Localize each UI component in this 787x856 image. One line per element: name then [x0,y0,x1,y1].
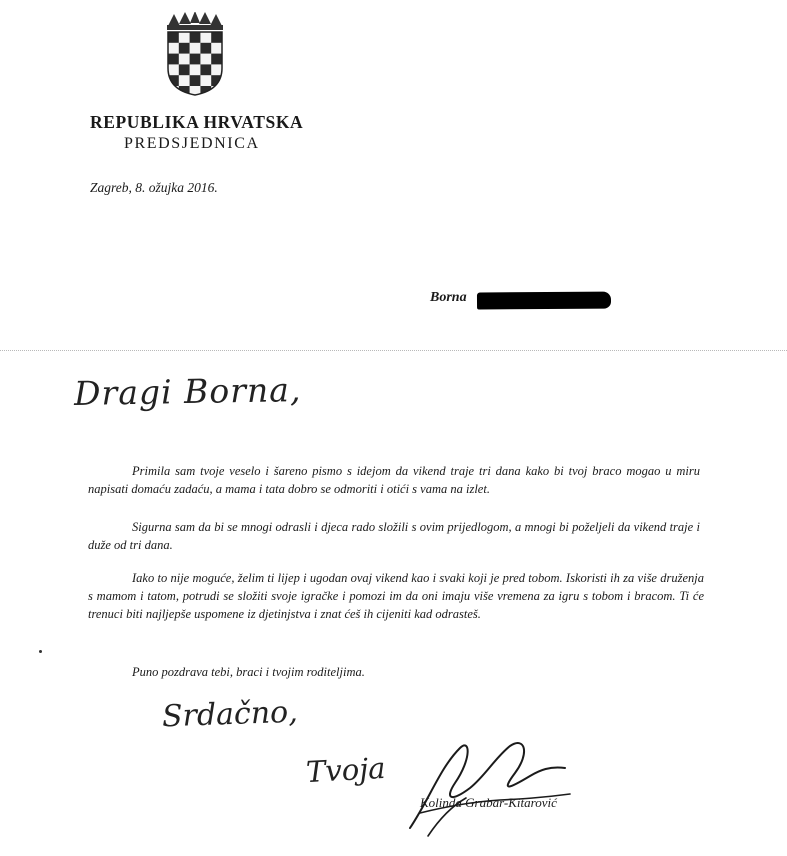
signature-icon [400,728,580,838]
letterhead-title: REPUBLIKA HRVATSKA [90,112,304,132]
paragraph-2-text: Sigurna sam da bi se mnogi odrasli i djeca rado složili s ovim prijedlogom, a mnogi bi poželjeli da vikend traje i duže od tri dana. [88,520,700,552]
letter-date: Zagreb, 8. ožujka 2016. [90,180,218,195]
paragraph-4-text: Puno pozdrava tebi, braci i tvojim roditeljima. [132,665,365,679]
redaction-bar [477,292,611,310]
handwritten-greeting: Dragi Borna, [73,370,302,413]
paragraph-1 [88,462,700,498]
coat-of-arms-icon [164,12,226,96]
recipient-name: Borna [430,290,467,305]
paragraph-1-text: Primila sam tvoje veselo i šareno pismo s idejom da vikend traje tri dana kako bi tvoj braco mogao u miru napisati domaću zadaću, a mama i tata dobro se odmoriti i otići s vama na izlet. [88,464,700,496]
paragraph-2 [88,518,700,554]
ink-speck [39,650,42,653]
fold-line [0,350,787,351]
paragraph-3-text: Iako to nije moguće, želim ti lijep i ugodan ovaj vikend kao i svaki koji je pred tobom. Iskoristi ih za više druženja s mamom i tatom, potrudi se složiti svoje igračke i pomozi im da oni imaju više vremena za igru s tobom i bracom. Ti će trenuci biti najljepše uspomene iz djetinjstva i znat ćeš ih cijeniti kad odrasteš. [88,571,704,621]
letterhead-subtitle: PREDSJEDNICA [124,135,260,152]
signer-name: Kolinda Grabar-Kitarović [420,795,557,810]
handwritten-closing: Srdačno, [161,694,299,735]
handwritten-signoff: Tvoja [305,750,387,790]
paragraph-3 [88,569,704,623]
